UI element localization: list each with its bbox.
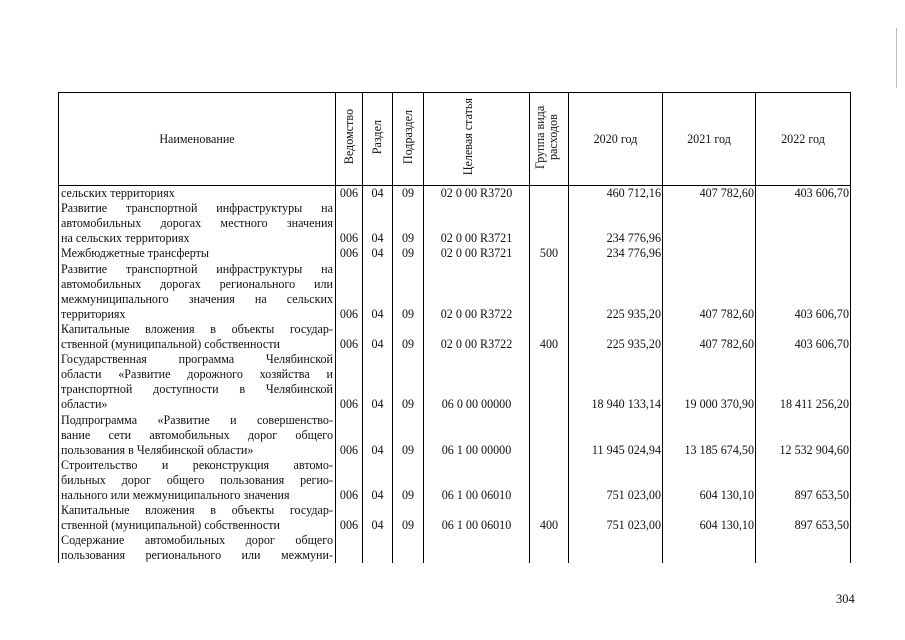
row-podrazdel: 09 xyxy=(393,352,424,412)
table-header-row xyxy=(59,93,851,186)
row-2021 xyxy=(663,201,756,246)
row-2020: 751 023,00 xyxy=(569,503,663,533)
row-podrazdel xyxy=(393,533,424,563)
budget-table xyxy=(58,92,851,563)
row-gruppa xyxy=(530,413,569,458)
row-name-line: Подпрограмма «Развитие и совершенство- xyxy=(61,412,333,427)
row-name-line: Развитие транспортной инфраструктуры на xyxy=(61,261,333,276)
row-razdel: 04 xyxy=(363,503,393,533)
header-vedomstvo: Ведомство xyxy=(336,93,363,186)
row-podrazdel: 09 xyxy=(393,413,424,458)
header-gruppa-vida-rashodov: Группа вида расходов xyxy=(530,93,569,186)
row-name-line: межмуниципального значения на сельских xyxy=(61,291,333,306)
row-vedomstvo: 006 xyxy=(336,413,363,458)
row-2020: 460 712,16 xyxy=(569,186,663,202)
row-name-line: сельских территориях xyxy=(61,186,175,201)
row-gruppa xyxy=(530,186,569,202)
row-2020: 225 935,20 xyxy=(569,322,663,352)
row-name xyxy=(59,246,336,261)
row-name xyxy=(59,352,336,412)
row-name-line: ственной (муниципальной) собственности xyxy=(61,518,280,533)
row-celevaya-statya: 06 1 00 06010 xyxy=(424,503,530,533)
row-podrazdel: 09 xyxy=(393,458,424,503)
row-celevaya-statya xyxy=(424,533,530,563)
row-celevaya-statya: 06 1 00 06010 xyxy=(424,458,530,503)
row-vedomstvo xyxy=(336,533,363,563)
row-celevaya-statya: 02 0 00 R3721 xyxy=(424,201,530,246)
row-gruppa: 500 xyxy=(530,246,569,261)
table-row xyxy=(59,413,851,458)
row-name-line: Межбюджетные трансферты xyxy=(61,246,210,261)
table-row xyxy=(59,186,851,202)
row-vedomstvo: 006 xyxy=(336,503,363,533)
table-row xyxy=(59,322,851,352)
row-2021: 407 782,60 xyxy=(663,186,756,202)
row-celevaya-statya: 06 1 00 00000 xyxy=(424,413,530,458)
row-vedomstvo: 006 xyxy=(336,458,363,503)
row-name-line: территориях xyxy=(61,306,126,321)
header-podrazdel: Подраздел xyxy=(393,93,424,186)
row-2022: 12 532 904,60 xyxy=(756,413,851,458)
row-name xyxy=(59,201,336,246)
row-podrazdel: 09 xyxy=(393,503,424,533)
row-gruppa xyxy=(530,352,569,412)
table-row xyxy=(59,503,851,533)
row-2021 xyxy=(663,533,756,563)
header-2022: 2022 год xyxy=(756,93,851,186)
row-name-line: ственной (муниципальной) собственности xyxy=(61,337,280,352)
row-vedomstvo: 006 xyxy=(336,246,363,261)
row-2020: 234 776,96 xyxy=(569,246,663,261)
row-2021: 407 782,60 xyxy=(663,262,756,322)
row-name-line: области» xyxy=(61,397,108,412)
row-name-line: Государственная программа Челябинской xyxy=(61,352,333,367)
row-name-line: Развитие транспортной инфраструктуры на xyxy=(61,201,333,216)
row-2022 xyxy=(756,201,851,246)
row-vedomstvo: 006 xyxy=(336,186,363,202)
row-gruppa xyxy=(530,458,569,503)
row-name xyxy=(59,458,336,503)
row-name xyxy=(59,186,336,202)
row-2022: 403 606,70 xyxy=(756,322,851,352)
row-name-line: Строительство и реконструкция автомо- xyxy=(61,457,333,472)
row-name xyxy=(59,262,336,322)
row-2022: 897 653,50 xyxy=(756,458,851,503)
row-vedomstvo: 006 xyxy=(336,262,363,322)
row-name xyxy=(59,413,336,458)
row-razdel: 04 xyxy=(363,352,393,412)
table-row xyxy=(59,352,851,412)
row-name-line: транспортной доступности в Челябинской xyxy=(61,382,333,397)
row-2022 xyxy=(756,533,851,563)
header-celevaya-statya: Целевая статья xyxy=(424,93,530,186)
row-name-line: пользования регионального или межмуни- xyxy=(61,548,333,563)
row-name-line: Содержание автомобильных дорог общего xyxy=(61,533,333,548)
row-celevaya-statya: 02 0 00 R3721 xyxy=(424,246,530,261)
header-2020: 2020 год xyxy=(569,93,663,186)
row-2022: 403 606,70 xyxy=(756,262,851,322)
row-gruppa: 400 xyxy=(530,322,569,352)
row-vedomstvo: 006 xyxy=(336,322,363,352)
row-name-line: автомобильных дорогах местного значения xyxy=(61,216,333,231)
row-2021: 407 782,60 xyxy=(663,322,756,352)
table-row xyxy=(59,201,851,246)
row-razdel: 04 xyxy=(363,413,393,458)
row-gruppa: 400 xyxy=(530,503,569,533)
row-celevaya-statya: 02 0 00 R3722 xyxy=(424,262,530,322)
row-2022: 403 606,70 xyxy=(756,186,851,202)
row-2022: 897 653,50 xyxy=(756,503,851,533)
row-name-line: на сельских территориях xyxy=(61,231,190,246)
row-name-line: нального или межмуниципального значения xyxy=(61,487,290,502)
row-2020: 751 023,00 xyxy=(569,458,663,503)
row-name-line: пользования в Челябинской области» xyxy=(61,442,254,457)
row-podrazdel: 09 xyxy=(393,246,424,261)
row-razdel: 04 xyxy=(363,322,393,352)
row-name-line: автомобильных дорогах регионального или xyxy=(61,276,333,291)
row-razdel: 04 xyxy=(363,246,393,261)
row-podrazdel: 09 xyxy=(393,322,424,352)
row-name-line: Капитальные вложения в объекты государ- xyxy=(61,503,333,518)
row-name xyxy=(59,533,336,563)
row-2020: 11 945 024,94 xyxy=(569,413,663,458)
table-row xyxy=(59,533,851,563)
row-celevaya-statya: 02 0 00 R3720 xyxy=(424,186,530,202)
row-gruppa xyxy=(530,262,569,322)
edge-line xyxy=(896,28,897,88)
row-razdel: 04 xyxy=(363,458,393,503)
table-body xyxy=(59,186,851,564)
row-name xyxy=(59,322,336,352)
row-name-line: вание сети автомобильных дорог общего xyxy=(61,427,333,442)
row-name-line: области «Развитие дорожного хозяйства и xyxy=(61,367,333,382)
page-number: 304 xyxy=(836,592,855,606)
row-razdel xyxy=(363,533,393,563)
row-razdel: 04 xyxy=(363,262,393,322)
row-gruppa xyxy=(530,533,569,563)
row-2020: 234 776,96 xyxy=(569,201,663,246)
row-name xyxy=(59,503,336,533)
header-2021: 2021 год xyxy=(663,93,756,186)
row-vedomstvo: 006 xyxy=(336,352,363,412)
row-2021 xyxy=(663,246,756,261)
header-razdel: Раздел xyxy=(363,93,393,186)
row-2020: 18 940 133,14 xyxy=(569,352,663,412)
row-podrazdel: 09 xyxy=(393,262,424,322)
row-name-line: бильных дорог общего пользования регио- xyxy=(61,472,333,487)
table-row xyxy=(59,262,851,322)
row-celevaya-statya: 06 0 00 00000 xyxy=(424,352,530,412)
row-2020 xyxy=(569,533,663,563)
row-podrazdel: 09 xyxy=(393,201,424,246)
row-2021: 13 185 674,50 xyxy=(663,413,756,458)
row-razdel: 04 xyxy=(363,186,393,202)
row-razdel: 04 xyxy=(363,201,393,246)
table-row xyxy=(59,458,851,503)
table-row xyxy=(59,246,851,261)
row-2021: 19 000 370,90 xyxy=(663,352,756,412)
row-2022: 18 411 256,20 xyxy=(756,352,851,412)
row-vedomstvo: 006 xyxy=(336,201,363,246)
row-podrazdel: 09 xyxy=(393,186,424,202)
row-2022 xyxy=(756,246,851,261)
header-name: Наименование xyxy=(59,93,336,186)
row-2021: 604 130,10 xyxy=(663,458,756,503)
row-2020: 225 935,20 xyxy=(569,262,663,322)
row-2021: 604 130,10 xyxy=(663,503,756,533)
row-name-line: Капитальные вложения в объекты государ- xyxy=(61,321,333,336)
row-celevaya-statya: 02 0 00 R3722 xyxy=(424,322,530,352)
row-gruppa xyxy=(530,201,569,246)
